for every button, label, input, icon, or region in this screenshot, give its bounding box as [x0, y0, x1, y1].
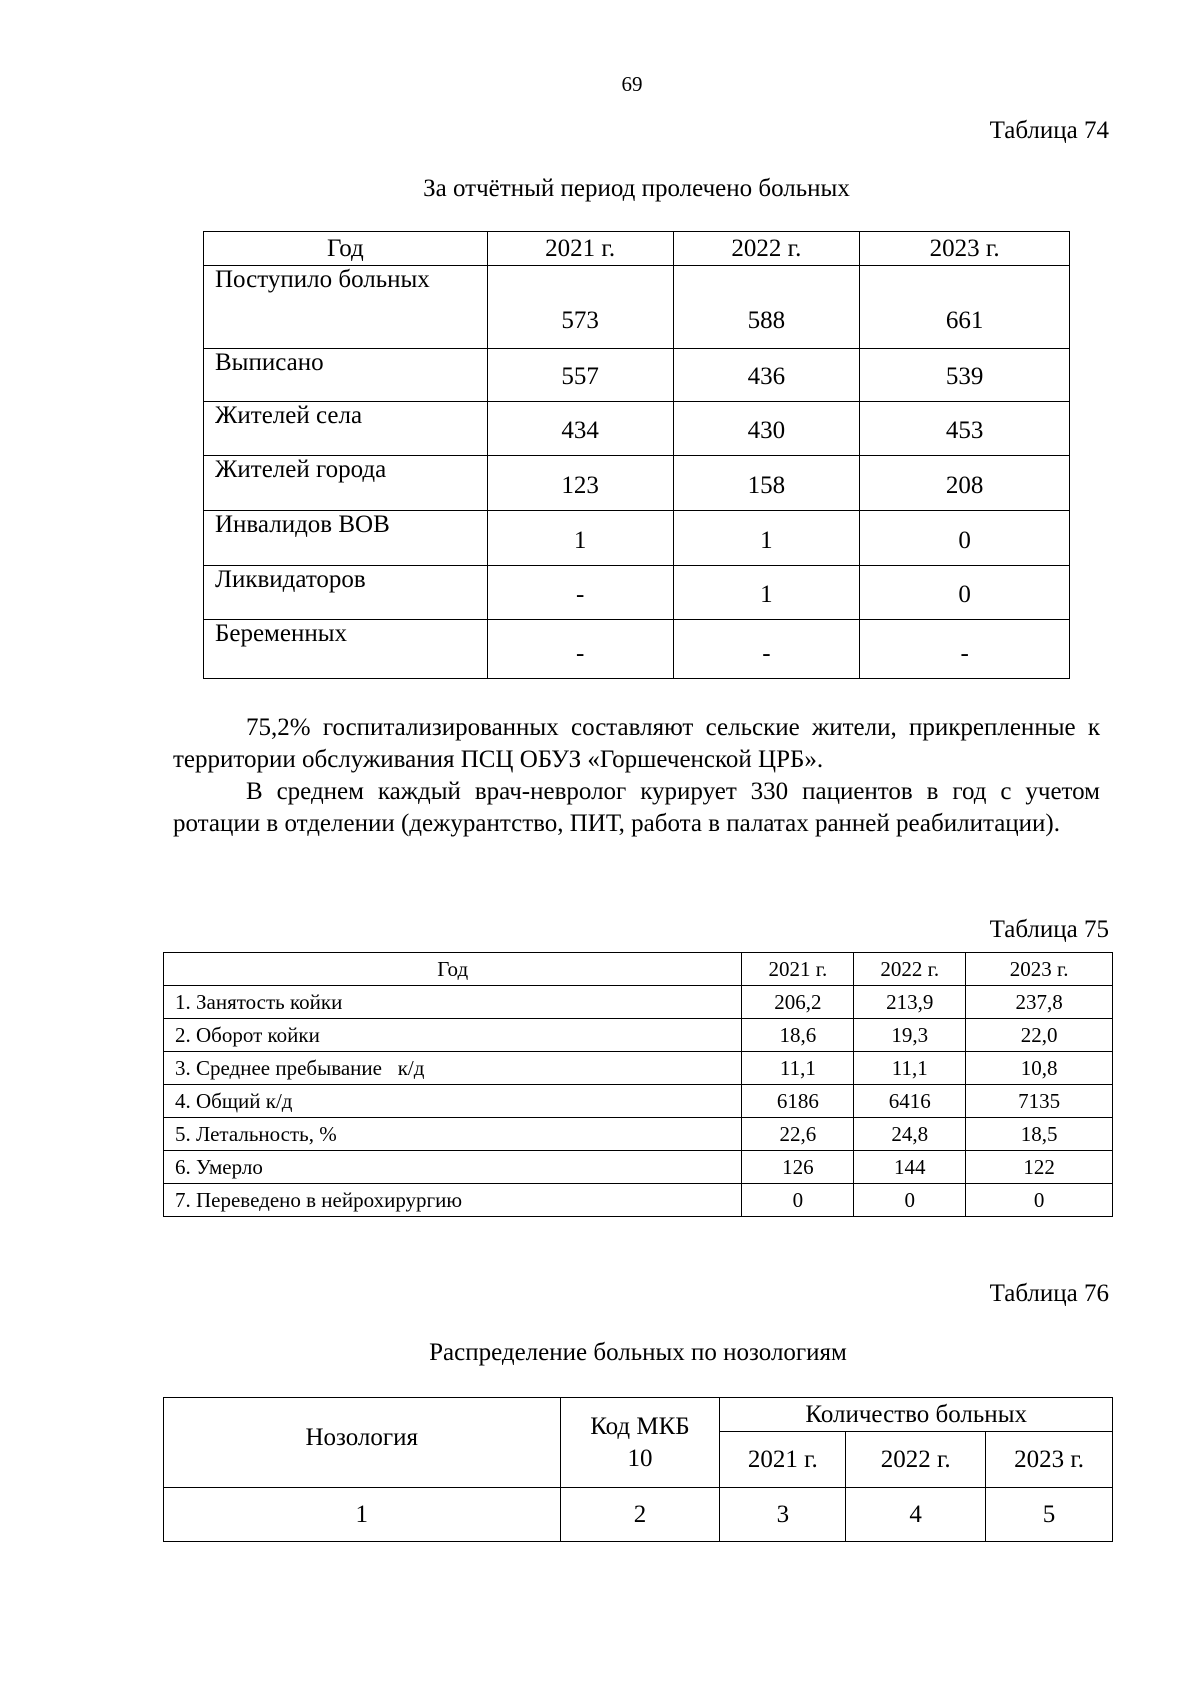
row-label: 1. Занятость койки [164, 986, 742, 1019]
table-cell: 126 [742, 1151, 854, 1184]
body-text [173, 712, 1100, 840]
table-cell: 434 [487, 402, 673, 456]
table-row [164, 1488, 1113, 1542]
table-cell: 22,6 [742, 1118, 854, 1151]
table-cell: 430 [673, 402, 860, 456]
table-cell: 19,3 [854, 1019, 966, 1052]
row-label: 4. Общий к/д [164, 1085, 742, 1118]
header-cell-nozology: Нозология [164, 1398, 561, 1488]
table-cell: 213,9 [854, 986, 966, 1019]
table-cell: 539 [860, 349, 1070, 402]
header-cell-year: 2022 г. [846, 1432, 986, 1488]
table-row [204, 456, 1070, 511]
table-cell: 206,2 [742, 986, 854, 1019]
header-cell: 2022 г. [854, 953, 966, 986]
table-75 [163, 952, 1113, 1217]
table-cell: 122 [966, 1151, 1113, 1184]
row-label: 5. Летальность, % [164, 1118, 742, 1151]
table-cell: 453 [860, 402, 1070, 456]
table-cell: 0 [854, 1184, 966, 1217]
row-label: Поступило больных [204, 266, 488, 349]
table-76-title: Распределение больных по нозологиям [429, 1339, 847, 1366]
table-cell: 123 [487, 456, 673, 511]
table-74-label: Таблица 74 [989, 117, 1109, 144]
table-row [164, 1085, 1113, 1118]
table-row [204, 620, 1070, 679]
table-76-label: Таблица 76 [989, 1280, 1109, 1307]
table-74-title: За отчётный период пролечено больных [423, 175, 850, 202]
header-cell: Год [204, 232, 488, 266]
table-cell: - [487, 620, 673, 679]
row-label: 7. Переведено в нейрохирургию [164, 1184, 742, 1217]
row-label: 2. Оборот койки [164, 1019, 742, 1052]
table-cell: 208 [860, 456, 1070, 511]
table-cell: 6186 [742, 1085, 854, 1118]
header-cell: 2023 г. [860, 232, 1070, 266]
table-row [204, 566, 1070, 620]
table-cell: 4 [846, 1488, 986, 1542]
table-row [164, 1118, 1113, 1151]
row-label: Выписано [204, 349, 488, 402]
table-cell: 573 [487, 266, 673, 349]
header-cell: 2023 г. [966, 953, 1113, 986]
table-cell: 18,6 [742, 1019, 854, 1052]
table-cell: 0 [742, 1184, 854, 1217]
table-cell: 3 [720, 1488, 846, 1542]
table-cell: 1 [164, 1488, 561, 1542]
table-cell: 588 [673, 266, 860, 349]
table-cell: 1 [673, 511, 860, 566]
table-header-row [204, 232, 1070, 266]
row-label: Беременных [204, 620, 488, 679]
table-cell: 5 [986, 1488, 1113, 1542]
table-cell: 0 [966, 1184, 1113, 1217]
table-cell: 22,0 [966, 1019, 1113, 1052]
table-cell: 11,1 [742, 1052, 854, 1085]
table-cell: 1 [673, 566, 860, 620]
table-header-row [164, 953, 1113, 986]
row-label: Жителей города [204, 456, 488, 511]
paragraph: В среднем каждый врач-невролог курирует 330 пациентов в год с учетом ротации в отделении (дежурантство, ПИТ, работа в палатах ранней реабилитации). [173, 778, 1100, 837]
table-cell: 436 [673, 349, 860, 402]
table-75-label: Таблица 75 [989, 916, 1109, 943]
table-cell: 0 [860, 511, 1070, 566]
table-74 [203, 231, 1070, 679]
header-cell-patient-count: Количество больных [720, 1398, 1113, 1432]
table-row [164, 1184, 1113, 1217]
row-label: Инвалидов ВОВ [204, 511, 488, 566]
table-row [164, 986, 1113, 1019]
table-cell: 144 [854, 1151, 966, 1184]
table-header-row [164, 1398, 1113, 1432]
table-cell: - [673, 620, 860, 679]
header-cell-year: 2021 г. [720, 1432, 846, 1488]
table-cell: 557 [487, 349, 673, 402]
table-row [204, 349, 1070, 402]
table-row [164, 1019, 1113, 1052]
table-cell: 237,8 [966, 986, 1113, 1019]
header-cell-year: 2023 г. [986, 1432, 1113, 1488]
table-cell: 1 [487, 511, 673, 566]
header-cell-icd-code: Код МКБ 10 [560, 1398, 720, 1488]
table-cell: 6416 [854, 1085, 966, 1118]
table-cell: 7135 [966, 1085, 1113, 1118]
table-cell: - [860, 620, 1070, 679]
table-cell: 10,8 [966, 1052, 1113, 1085]
paragraph: 75,2% госпитализированных составляют сельские жители, прикрепленные к территории обслуживания ПСЦ ОБУЗ «Горшеченской ЦРБ». [173, 714, 1100, 773]
table-row [164, 1151, 1113, 1184]
table-cell: 0 [860, 566, 1070, 620]
row-label: 3. Среднее пребывание к/д [164, 1052, 742, 1085]
table-cell: 661 [860, 266, 1070, 349]
header-cell: Год [164, 953, 742, 986]
table-cell: 18,5 [966, 1118, 1113, 1151]
table-cell: - [487, 566, 673, 620]
row-label: Жителей села [204, 402, 488, 456]
table-cell: 11,1 [854, 1052, 966, 1085]
table-row [204, 402, 1070, 456]
table-76 [163, 1397, 1113, 1542]
table-row [204, 511, 1070, 566]
page-number: 69 [621, 72, 643, 96]
table-cell: 24,8 [854, 1118, 966, 1151]
header-cell: 2021 г. [487, 232, 673, 266]
table-cell: 158 [673, 456, 860, 511]
row-label: 6. Умерло [164, 1151, 742, 1184]
header-cell: 2021 г. [742, 953, 854, 986]
table-cell: 2 [560, 1488, 720, 1542]
row-label: Ликвидаторов [204, 566, 488, 620]
table-row [204, 266, 1070, 349]
header-cell: 2022 г. [673, 232, 860, 266]
table-row [164, 1052, 1113, 1085]
